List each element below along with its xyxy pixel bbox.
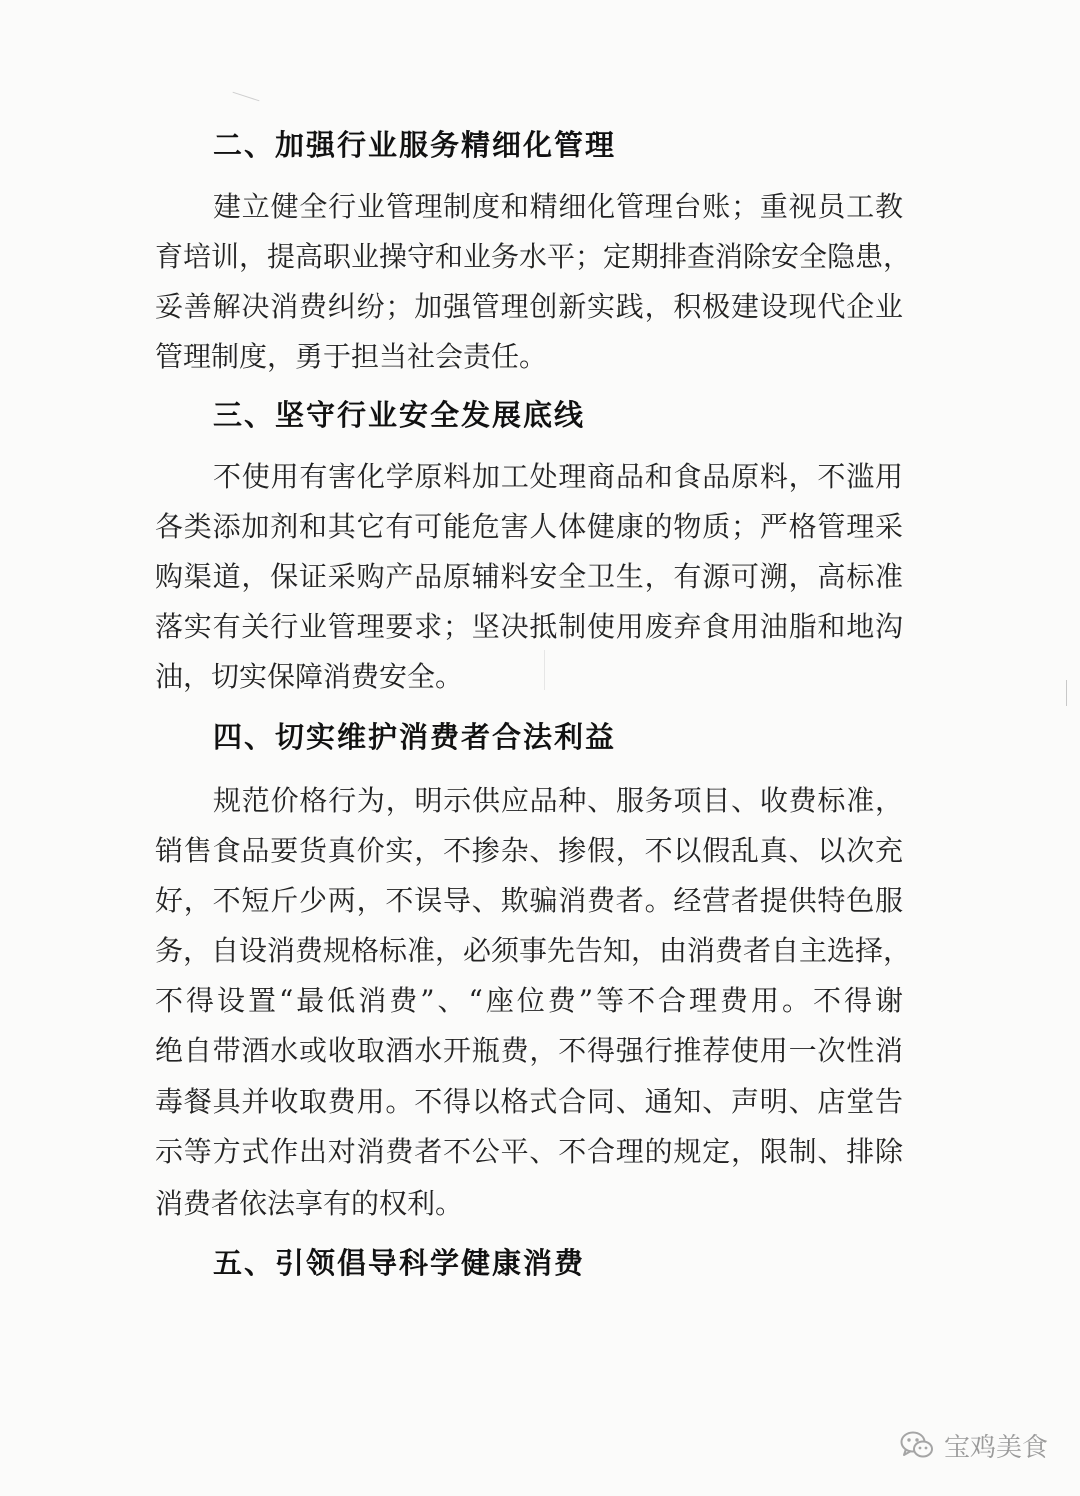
- paragraph-line: 各类添加剂和其它有可能危害人体健康的物质；严格管理采: [155, 510, 903, 543]
- section-heading: 四、切实维护消费者合法利益: [213, 720, 617, 754]
- paragraph-line: 绝自带酒水或收取酒水开瓶费，不得强行推荐使用一次性消: [155, 1034, 903, 1067]
- paragraph-line: 育培训，提高职业操守和业务水平；定期排查消除安全隐患，: [155, 240, 912, 273]
- paragraph-line: 好，不短斤少两，不误导、欺骗消费者。经营者提供特色服: [155, 884, 903, 917]
- watermark-text: 宝鸡美食: [944, 1432, 1049, 1463]
- section-heading: 三、坚守行业安全发展底线: [213, 398, 586, 432]
- section-heading: 二、加强行业服务精细化管理: [213, 128, 617, 162]
- paragraph-line: 消费者依法享有的权利。: [155, 1187, 464, 1220]
- paragraph-line: 管理制度，勇于担当社会责任。: [155, 340, 548, 373]
- paragraph-line: 建立健全行业管理制度和精细化管理台账；重视员工教: [213, 190, 903, 223]
- paragraph-line: 销售食品要货真价实，不掺杂、掺假，不以假乱真、以次充: [155, 834, 903, 867]
- paragraph-line: 不使用有害化学原料加工处理商品和食品原料，不滥用: [213, 460, 903, 493]
- scan-artifact: [233, 92, 260, 102]
- paragraph-line: 落实有关行业管理要求；坚决抵制使用废弃食用油脂和地沟: [155, 610, 903, 643]
- paragraph-line: 不得设置“最低消费”、“座位费”等不合理费用。不得谢: [155, 984, 903, 1017]
- paragraph-line: 示等方式作出对消费者不公平、不合理的规定，限制、排除: [155, 1135, 903, 1168]
- scan-artifact: [1066, 680, 1067, 706]
- paragraph-line: 妥善解决消费纠纷；加强管理创新实践，积极建设现代企业: [155, 290, 903, 323]
- wechat-icon: [900, 1430, 934, 1460]
- paragraph-line: 油，切实保障消费安全。: [155, 660, 464, 693]
- paragraph-line: 务，自设消费规格标准，必须事先告知，由消费者自主选择，: [155, 934, 912, 967]
- section-heading: 五、引领倡导科学健康消费: [213, 1246, 586, 1280]
- paragraph-line: 毒餐具并收取费用。不得以格式合同、通知、声明、店堂告: [155, 1085, 903, 1118]
- account-watermark: [900, 1425, 1048, 1465]
- paragraph-line: 购渠道，保证采购产品原辅料安全卫生，有源可溯，高标准: [155, 560, 903, 593]
- paragraph-line: 规范价格行为，明示供应品种、服务项目、收费标准，: [213, 784, 903, 817]
